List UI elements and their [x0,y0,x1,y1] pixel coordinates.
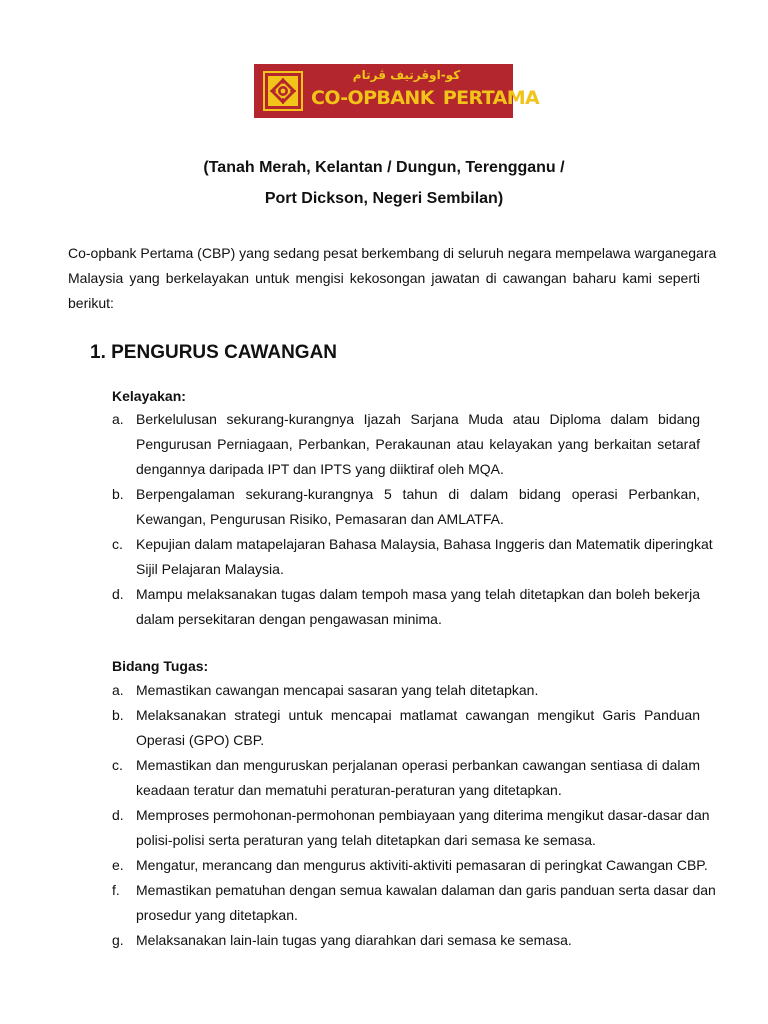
list-item-line: polisi-polisi serta peraturan yang telah ditetapkan dari semasa ke semasa. [136,832,596,848]
list-item-line: prosedur yang ditetapkan. [136,907,298,923]
list-marker: a. [112,411,124,427]
list-marker: f. [112,882,120,898]
list-item [112,803,710,853]
list-item [112,878,716,928]
list-item-line: Pengurusan Perniagaan, Perbankan, Perakaunan atau kelayakan yang berkaitan setaraf [136,436,700,452]
section-title: 1. PENGURUS CAWANGAN [90,342,338,363]
list-marker: d. [112,586,124,602]
list-item-line: Mampu melaksanakan tugas dalam tempoh masa yang telah ditetapkan dan boleh bekerja [136,586,700,602]
list-item-line: dalam persekitaran dengan pengawasan minima. [136,611,442,627]
list-item-line: Kepujian dalam matapelajaran Bahasa Malaysia, Bahasa Inggeris dan Matematik diperingkat [136,536,713,552]
list-item [112,582,700,632]
logo-jawi-text: كو-اوڤرتيف ڤرتام [352,68,461,82]
list-item-line: Operasi (GPO) CBP. [136,732,265,748]
intro-paragraph [68,241,717,316]
list-item [112,678,700,703]
list-marker: b. [112,707,124,723]
logo-name-co-opbank: CO-OPBANK [311,87,434,109]
location-heading-line-1: (Tanah Merah, Kelantan / Dungun, Terengganu / [203,159,565,176]
logo-name [311,86,540,110]
list-item-line: Berpengalaman sekurang-kurangnya 5 tahun di dalam bidang operasi Perbankan, [136,486,700,502]
list-item [112,853,708,878]
bidang-tugas-heading: Bidang Tugas: [112,658,209,674]
list-marker: d. [112,807,124,823]
list-item-line: keadaan teratur dan mematuhi peraturan-peraturan yang ditetapkan. [136,782,562,798]
list-marker: c. [112,757,123,773]
list-item-line: Memastikan pematuhan dengan semua kawalan dalaman dan garis panduan serta dasar dan [136,882,716,898]
kelayakan-heading: Kelayakan: [112,388,186,404]
list-item-line: Melaksanakan strategi untuk mencapai matlamat cawangan mengikut Garis Panduan [136,707,700,723]
list-marker: a. [112,682,124,698]
list-item [112,532,713,582]
intro-line: Malaysia yang berkelayakan untuk mengisi kekosongan jawatan di cawangan baharu kami seperti [68,270,700,286]
list-item [112,482,700,532]
intro-line: berikut: [68,295,114,311]
bidang-tugas-list [112,678,716,953]
list-item-line: Melaksanakan lain-lain tugas yang diarahkan dari semasa ke semasa. [136,932,572,948]
list-item [112,703,700,753]
location-heading-line-2: Port Dickson, Negeri Sembilan) [264,190,504,207]
list-marker: b. [112,486,124,502]
list-item [112,753,700,803]
list-item [112,407,700,482]
list-item-line: Memastikan dan menguruskan perjalanan operasi perbankan cawangan sentiasa di dalam [136,757,700,773]
intro-line: Co-opbank Pertama (CBP) yang sedang pesat berkembang di seluruh negara mempelawa warganegara [68,245,717,261]
list-item-line: Memastikan cawangan mencapai sasaran yang telah ditetapkan. [136,682,539,698]
list-item [112,928,700,953]
list-item-line: Mengatur, merancang dan mengurus aktiviti-aktiviti pemasaran di peringkat Cawangan CBP. [136,857,708,873]
list-item-line: Sijil Pelajaran Malaysia. [136,561,284,577]
list-item-line: dengannya daripada IPT dan IPTS yang diiktiraf oleh MQA. [136,461,504,477]
list-marker: c. [112,536,123,552]
list-item-line: Berkelulusan sekurang-kurangnya Ijazah Sarjana Muda atau Diploma dalam bidang [136,411,700,427]
co-opbank-pertama-logo [254,64,540,118]
kelayakan-list [112,407,713,632]
co-opbank-emblem-icon [263,71,303,111]
logo-name-pertama: PERTAMA [442,87,540,109]
list-marker: g. [112,932,124,948]
list-marker: e. [112,857,124,873]
list-item-line: Kewangan, Pengurusan Risiko, Pemasaran dan AMLATFA. [136,511,504,527]
list-item-line: Memproses permohonan-permohonan pembiayaan yang diterima mengikut dasar-dasar dan [136,807,710,823]
